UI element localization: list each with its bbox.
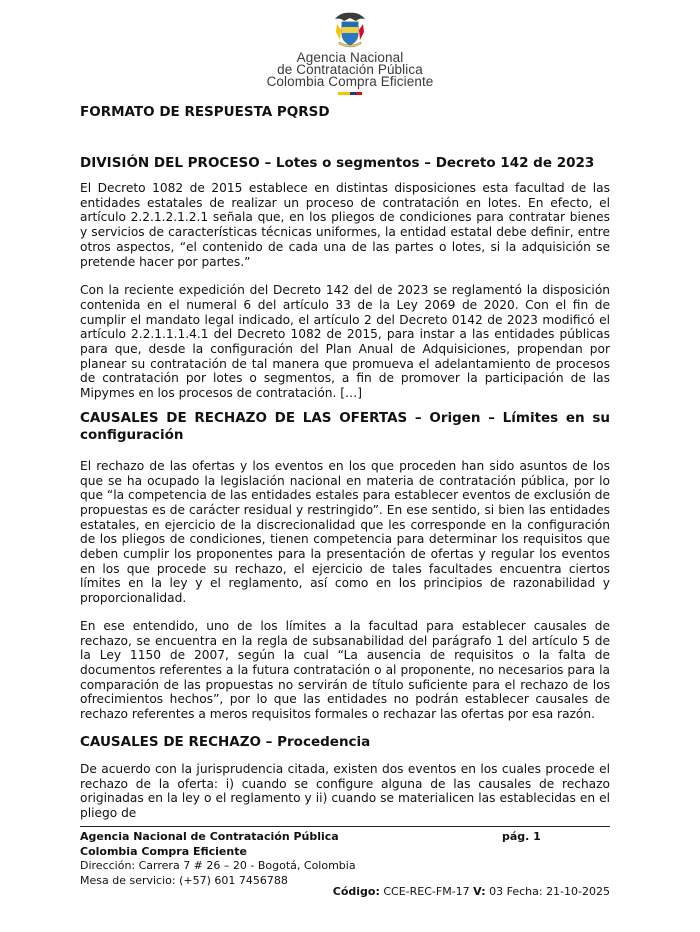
code-value: CCE-REC-FM-17 (383, 885, 470, 898)
section-title-rechazo-procedencia: CAUSALES DE RECHAZO – Procedencia (80, 733, 371, 750)
code-label: Código: (332, 885, 380, 898)
document-title: FORMATO DE RESPUESTA PQRSD (80, 104, 330, 120)
agency-name-line1: Agencia Nacional (296, 50, 404, 65)
date-label: Fecha: (506, 885, 543, 898)
document-body (80, 103, 610, 821)
page-header (0, 10, 700, 95)
paragraph: Con la reciente expedición del Decreto 142 del de 2023 se reglamentó la disposición contenida en el numeral 6 del artículo 33 de la Ley 2069 de 2020. Con el fin de cumplir el mandato legal indicado, el artículo 2 del Decreto 0142 de 2023 modificó el artículo 2.2.1.1.1.4.1 del Decreto 1082 de 2015, para instar a las entidades públicas para que, desde la configuración del Plan Anual de Adquisiciones, propendan por planear su contratación de tal manera que promueva el adelantamiento de procesos de contratación por lotes o segmentos, a fin de promover la participación de las Mipymes en los procesos de contratación. […] (80, 283, 610, 401)
colombia-coat-of-arms-icon (333, 10, 367, 48)
footer-service-line: Mesa de servicio: (+57) 601 7456788 (80, 873, 288, 887)
paragraph: En ese entendido, uno de los límites a la facultad para establecer causales de rechazo, se encuentra en la regla de subsanabilidad del parágrafo 1 del artículo 5 de la Ley 1150 de 2007, según la cual “La ausencia de requisitos o la falta de documentos referentes a la futura contratación o al proponente, no necesarios para la comparación de las propuestas no servirán de título suficiente para el rechazo de los ofrecimientos hechos”, por lo que las entidades no podrán establecer causales de rechazo referentes a meros requisitos formales o rechazar las ofertas por esa razón. (80, 618, 610, 722)
paragraph: De acuerdo con la jurisprudencia citada, existen dos eventos en los cuales procede el rechazo de la oferta: i) cuando se configure alguna de las causales de rechazo originadas en la ley o el reglamento y ii) cuando se materialicen las establecidas en el pliego de (80, 761, 610, 820)
version-label: V: (473, 885, 486, 898)
document-code (333, 885, 610, 900)
section-title-rechazo-origen: CAUSALES DE RECHAZO DE LAS OFERTAS – Origen – Límites en su configuración (80, 409, 610, 443)
paragraph: El Decreto 1082 de 2015 establece en distintas disposiciones esta facultad de las entidades estatales de realizar un proceso de contratación en lotes. En efecto, el artículo 2.2.1.2.1.2.1 señala que, en los pliegos de condiciones para contratar bienes y servicios de características técnicas uniformes, la entidad estatal debe definir, entre otros aspectos, “el contenido de cada una de las partes o lotes, si la adquisición se pretende hacer por partes.” (80, 181, 610, 269)
version-value: 03 (489, 885, 504, 898)
footer-subtitle: Colombia Compra Eficiente (80, 844, 247, 858)
footer-address: Dirección: Carrera 7 # 26 – 20 - Bogotá, Colombia (80, 859, 356, 872)
agency-name-line3: Colombia Compra Eficiente (266, 74, 434, 89)
footer-agency: Agencia Nacional de Contratación Pública (80, 830, 339, 843)
page-number: pág. 1 (502, 830, 541, 843)
page-footer (80, 830, 610, 898)
section-title-division: DIVISIÓN DEL PROCESO – Lotes o segmentos – Decreto 142 de 2023 (80, 155, 595, 171)
footer-divider (80, 826, 610, 827)
date-value: 21-10-2025 (546, 885, 610, 898)
agency-name-line2: de Contratación Pública (277, 62, 423, 77)
paragraph: El rechazo de las ofertas y los eventos en los que proceden han sido asuntos de los que se ha ocupado la legislación nacional en materia de contratación pública, por lo que “la competencia de las entidades estales para establecer eventos de exclusión de propuestas es de carácter residual y restringido”. En ese sentido, si bien las entidades estatales, en ejercicio de la discrecionalidad que les corresponde en la configuración de los pliegos de condiciones, tienen competencia para determinar los requisitos que deben cumplir los proponentes para la presentación de ofertas y regular los eventos en los que procede su rechazo, el ejercicio de tales facultades encuentra ciertos límites en la ley y el reglamento, así como en los principios de razonabilidad y proporcionalidad. (80, 458, 610, 606)
colombia-flag-stripe (338, 92, 362, 95)
